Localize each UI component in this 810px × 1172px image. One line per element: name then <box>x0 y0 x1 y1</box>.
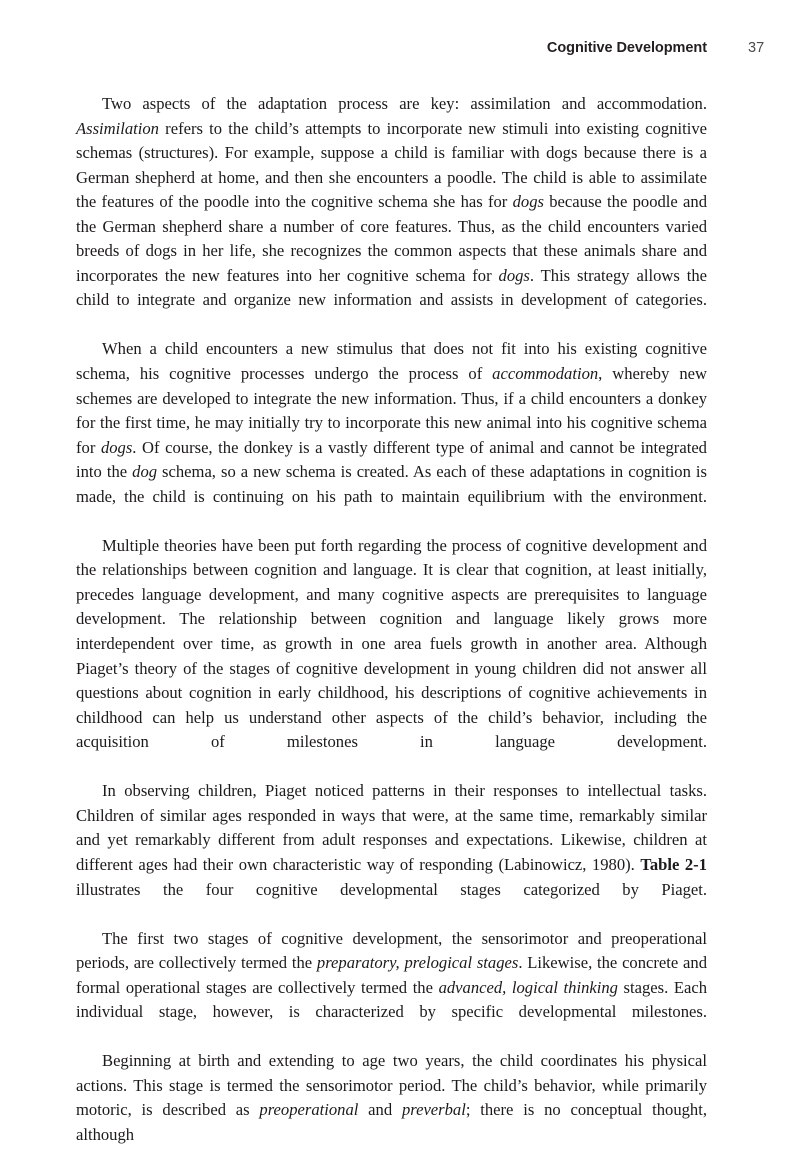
italic-run: dogs <box>498 265 530 285</box>
text-run: . Likewise, the concrete and formal operational stages are collectively termed the <box>76 953 707 997</box>
italic-run: dogs <box>512 192 544 212</box>
text-run: because the poodle and the German shepherd share a number of core features. Thus, as the child encounters varied breeds of dogs in her life, she recognizes the common aspects that these animals share and incorporates the new features into her cognitive schema for <box>76 192 708 285</box>
text-run: In observing children, Piaget noticed patterns in their responses to intellectual tasks. Children of similar ages responded in ways that were, at the same time, remarkably similar and yet remarkably different from adult responses and expectations. Likewise, children at different ages had their own characteristic way of responding (Labinowicz, 1980). <box>76 781 707 874</box>
bold-run: Table 2-1 <box>640 854 707 874</box>
running-head-title: Cognitive Development <box>546 40 707 56</box>
italic-run: Assimilation <box>76 118 159 138</box>
paragraph <box>76 927 707 1050</box>
italic-run: preverbal <box>401 1100 466 1120</box>
italic-run: dogs <box>100 437 133 457</box>
italic-run: accommodation <box>492 364 599 384</box>
text-run: The first two stages of cognitive development, the sensorimotor and preoperational periods, are collectively termed the <box>76 928 707 973</box>
italic-run: dog <box>132 462 158 482</box>
paragraph <box>76 92 707 337</box>
italic-run: preoperational <box>259 1100 359 1120</box>
text-run: When a child encounters a new stimulus that does not fit into his existing cognitive schema, his cognitive processes undergo the process of <box>76 339 707 384</box>
italic-run: preparatory, prelogical stages <box>316 953 519 973</box>
paragraph <box>76 534 707 779</box>
running-head <box>76 40 707 62</box>
text-run: ; there is no conceptual thought, although <box>76 1100 707 1144</box>
italic-run: advanced, logical thinking <box>438 977 618 997</box>
text-run: schema, so a new schema is created. As each of these adaptations in cognition is made, the child is continuing on his path to maintain equilibrium with the environment. <box>76 462 707 506</box>
paragraph <box>76 779 707 926</box>
page-number: 37 <box>748 40 765 56</box>
text-run: , whereby new schemes are developed to integrate the new information. Thus, if a child encounters a donkey for the first time, he may initially try to incorporate this new animal into his cognitive schema for <box>76 364 708 457</box>
text-run: Beginning at birth and extending to age two years, the child coordinates his physical actions. This stage is termed the sensorimotor period. The child’s behavior, while primarily motoric, is described as <box>76 1051 707 1120</box>
text-run: illustrates the four cognitive developmental stages categorized by Piaget. <box>76 879 707 899</box>
text-run: Multiple theories have been put forth regarding the process of cognitive development and the relationships between cognition and language. It is clear that cognition, at least initially, precedes language development, and many cognitive aspects are prerequisites to language development. The relationship between cognition and language likely grows more interdependent over time, as growth in one area fuels growth in another area. Although Piaget’s theory of the stages of cognitive development in young children did not answer all questions about cognition in early childhood, his descriptions of cognitive achievements in childhood can help us understand other aspects of the child’s behavior, including the acquisition of milestones in language development. <box>76 535 707 752</box>
text-run: . Of course, the donkey is a vastly different type of animal and cannot be integrated into the <box>76 437 707 482</box>
text-run: Two aspects of the adaptation process are key: assimilation and accommodation. <box>102 94 707 113</box>
text-run: refers to the child’s attempts to incorporate new stimuli into existing cognitive schemas (structures). For example, suppose a child is familiar with dogs because there is a German shepherd at home, and then she encounters a poodle. The child is able to assimilate the features of the poodle into the cognitive schema she has for <box>76 118 707 212</box>
body-text-column <box>76 92 707 1172</box>
text-run: and <box>358 1100 402 1120</box>
paragraph <box>76 337 707 533</box>
paragraph <box>76 1049 707 1172</box>
text-run: stages. Each individual stage, however, is characterized by specific developmental milestones. <box>76 977 707 1022</box>
text-run: . This strategy allows the child to integrate and organize new information and assists in development of categories. <box>76 265 707 310</box>
